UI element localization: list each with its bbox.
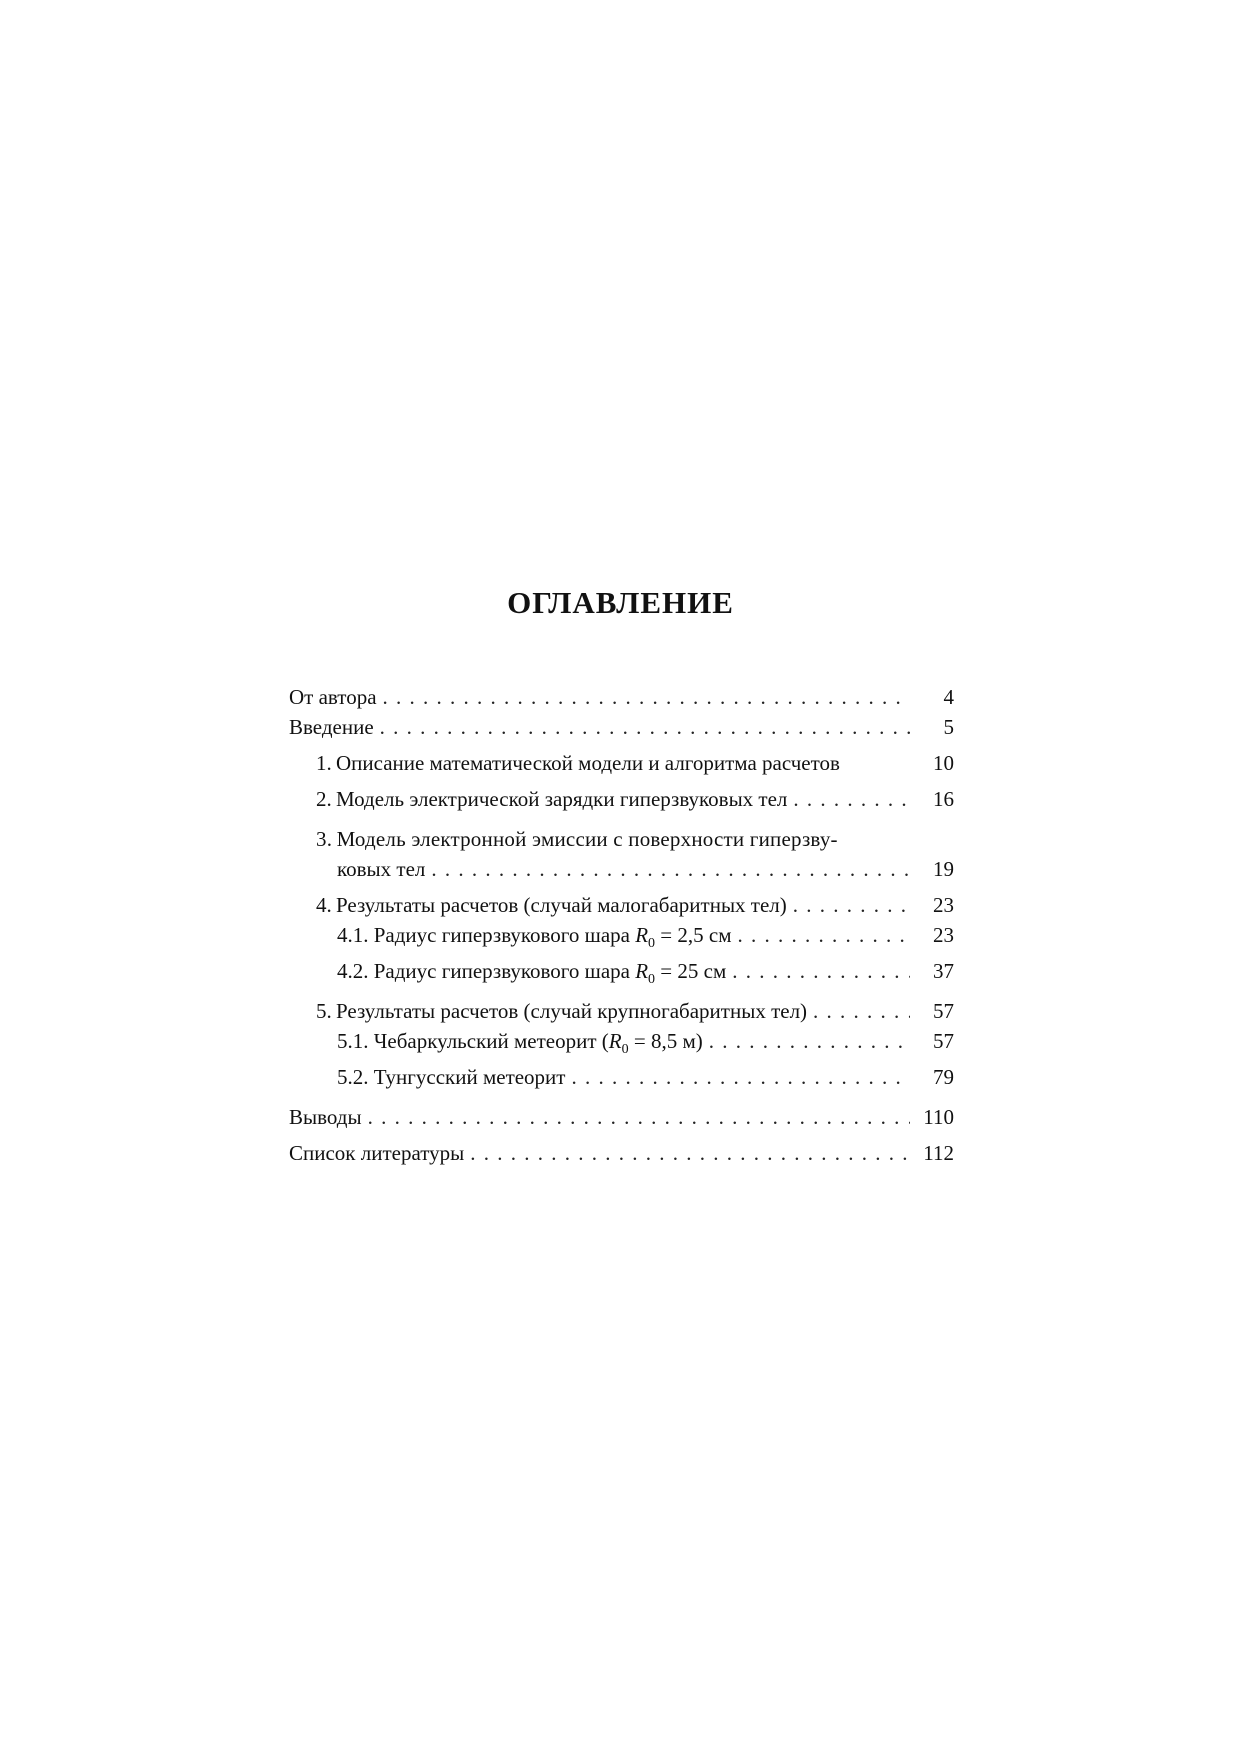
toc-entry-number: 5.2.	[337, 1065, 369, 1089]
toc-page-number: 4	[910, 682, 954, 712]
toc-entry-title-line1	[289, 824, 954, 854]
toc-entry-text-suffix: = 8,5 м)	[628, 1029, 703, 1053]
toc-page-number: 23	[910, 920, 954, 950]
toc-entry-text: Описание математической модели и алгоритма расчетов	[335, 751, 840, 775]
toc-page-number: 79	[910, 1062, 954, 1092]
dot-leader	[709, 1026, 910, 1056]
dot-leader	[368, 1102, 910, 1132]
toc-page-number: 16	[910, 784, 954, 814]
dot-leader	[813, 996, 910, 1026]
toc-entry-text: ковых тел	[337, 854, 431, 884]
toc-entry-text: Тунгусский метеорит	[373, 1065, 566, 1089]
dot-leader	[383, 682, 910, 712]
toc-entry-text: Модель электрической зарядки гиперзвуковых тел	[335, 787, 788, 811]
toc-entry-number: 4.2.	[337, 959, 369, 983]
page-title: ОГЛАВЛЕНИЕ	[507, 585, 734, 620]
toc-entry-from-author[interactable]	[289, 682, 954, 712]
toc-entry-title	[316, 748, 846, 778]
toc-entry-text-suffix: = 25 см	[655, 959, 727, 983]
toc-entry-conclusions[interactable]	[289, 1102, 954, 1132]
dot-leader	[470, 1138, 910, 1168]
math-subscript: 0	[648, 936, 656, 952]
toc-entry-chapter-4[interactable]	[289, 890, 954, 920]
toc-entry-number: 3.	[316, 827, 333, 851]
math-symbol: R	[608, 1029, 622, 1053]
toc-entry-number: 4.1.	[337, 923, 369, 947]
dot-leader	[571, 1062, 910, 1092]
toc-page-number: 57	[910, 1026, 954, 1056]
toc-page-number: 10	[910, 748, 954, 778]
toc-page-number: 23	[910, 890, 954, 920]
toc-entry-title	[316, 890, 793, 920]
toc-page-number: 37	[910, 956, 954, 986]
toc-page-number: 5	[910, 712, 954, 742]
toc-entry-number: 5.	[316, 999, 332, 1023]
toc-entry-section-4-2[interactable]	[289, 956, 954, 986]
table-of-contents	[289, 682, 954, 1168]
toc-entry-number: 1.	[316, 751, 332, 775]
toc-entry-chapter-5[interactable]	[289, 996, 954, 1026]
toc-entry-title	[316, 996, 813, 1026]
toc-entry-title: Список литературы	[289, 1138, 470, 1168]
math-subscript: 0	[648, 972, 656, 988]
toc-entry-text: Результаты расчетов (случай крупногабаритных тел)	[335, 999, 808, 1023]
toc-entry-references[interactable]	[289, 1138, 954, 1168]
toc-entry-number: 5.1.	[337, 1029, 369, 1053]
dot-leader	[793, 784, 910, 814]
toc-entry-title	[337, 1062, 571, 1092]
toc-entry-section-5-1[interactable]	[289, 1026, 954, 1056]
dot-leader	[738, 920, 911, 950]
toc-entry-number: 2.	[316, 787, 332, 811]
toc-page-number: 110	[910, 1102, 954, 1132]
toc-entry-chapter-3[interactable]	[289, 824, 954, 884]
math-symbol: R	[635, 959, 649, 983]
math-symbol: R	[635, 923, 649, 947]
dot-leader	[793, 890, 910, 920]
toc-entry-title: От автора	[289, 682, 383, 712]
dot-leader	[732, 956, 910, 986]
toc-entry-introduction[interactable]	[289, 712, 954, 742]
toc-page-number: 112	[910, 1138, 954, 1168]
toc-entry-text-suffix: = 2,5 см	[655, 923, 732, 947]
toc-entry-title: Введение	[289, 712, 380, 742]
toc-entry-title	[316, 784, 793, 814]
toc-entry-text: Результаты расчетов (случай малогабаритных тел)	[335, 893, 787, 917]
toc-entry-text: Радиус гиперзвукового шара	[373, 923, 636, 947]
toc-entry-text: Чебаркульский метеорит (	[373, 1029, 609, 1053]
dot-leader	[431, 854, 910, 884]
toc-entry-title	[337, 920, 738, 959]
dot-leader	[380, 712, 910, 742]
toc-entry-title-line2	[289, 854, 954, 884]
toc-entry-title	[337, 956, 732, 995]
toc-entry-chapter-2[interactable]	[289, 784, 954, 814]
toc-entry-text: Радиус гиперзвукового шара	[373, 959, 636, 983]
toc-page-number: 19	[910, 854, 954, 884]
toc-entry-number: 4.	[316, 893, 332, 917]
math-subscript: 0	[621, 1042, 629, 1058]
toc-entry-text: Модель электронной эмиссии с поверхности гиперзву-	[336, 827, 838, 851]
toc-entry-section-5-2[interactable]	[289, 1062, 954, 1092]
toc-entry-section-4-1[interactable]	[289, 920, 954, 950]
toc-entry-title	[337, 1026, 709, 1065]
toc-page-number: 57	[910, 996, 954, 1026]
toc-entry-chapter-1[interactable]	[289, 748, 954, 778]
toc-entry-title: Выводы	[289, 1102, 368, 1132]
